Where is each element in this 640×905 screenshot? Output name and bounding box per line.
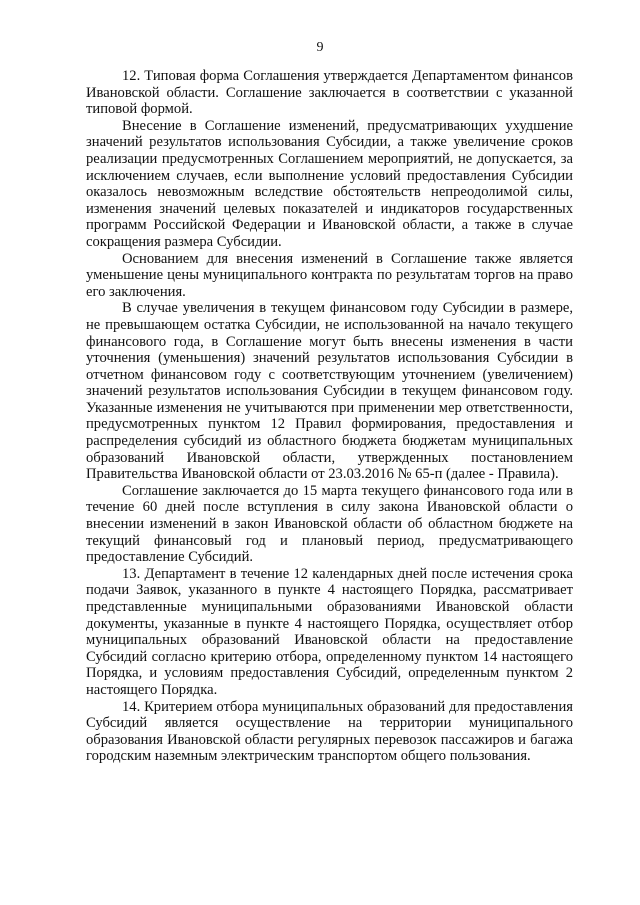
page-number: 9 (316, 40, 324, 55)
paragraph-contract-price-reduction: Основанием для внесения изменений в Соглашение также является уменьшение цены муниципального контракта по результатам торгов на право его заключения. (86, 250, 573, 300)
paragraph-12-typical-form: 12. Типовая форма Соглашения утверждается Департаментом финансов Ивановской области. Соглашение заключается в соответствии с указанной типовой формой. (86, 68, 573, 118)
document-body (86, 68, 573, 765)
paragraph-agreement-deadline: Соглашение заключается до 15 марта текущего финансового года или в течение 60 дней после вступления в силу закона Ивановской области о внесении изменений в закон Ивановской области об областном бюджете на текущий финансовый год и плановый период, предусматривающего предоставление Субсидий. (86, 482, 573, 566)
paragraph-13-selection: 13. Департамент в течение 12 календарных дней после истечения срока подачи Заявок, указанного в пункте 4 настоящего Порядка, рассматривает представленные муниципальными образованиями Ивановской области документы, указанные в пункте 4 настоящего Порядка, осуществляет отбор муниципальных образований Ивановской области на предоставление Субсидий согласно критерию отбора, определенному пунктом 14 настоящего Порядка, и условиям предоставления Субсидий, определенным пунктом 2 настоящего Порядка. (86, 565, 573, 698)
paragraph-subsidy-increase: В случае увеличения в текущем финансовом году Субсидии в размере, не превышающем остатка Субсидии, не использованной на начало текущего финансового года, в Соглашение могут быть внесены изменения в части уточнения (уменьшения) значений результатов использования Субсидии в отчетном финансовом году с соответствующим уточнением (увеличением) значений результатов использования Субсидии в текущем финансовом году. Указанные изменения не учитываются при применении мер ответственности, предусмотренных пунктом 12 Правил формирования, предоставления и распределения субсидий из областного бюджета бюджетам муниципальных образований Ивановской области, утвержденных постановлением Правительства Ивановской области от 23.03.2016 № 65-п (далее - Правила). (86, 300, 573, 483)
paragraph-changes-restrictions: Внесение в Соглашение изменений, предусматривающих ухудшение значений результатов использования Субсидии, а также увеличение сроков реализации предусмотренных Соглашением мероприятий, не допускается, за исключением случаев, если выполнение условий предоставления Субсидии оказалось невозможным вследствие обстоятельств непреодолимой силы, изменения значений целевых показателей и индикаторов государственных программ Российской Федерации и Ивановской области, а также в случае сокращения размера Субсидии. (86, 117, 573, 250)
paragraph-14-criterion: 14. Критерием отбора муниципальных образований для предоставления Субсидий является осуществление на территории муниципального образования Ивановской области регулярных перевозок пассажиров и багажа городским наземным электрическим транспортом общего пользования. (86, 698, 573, 765)
